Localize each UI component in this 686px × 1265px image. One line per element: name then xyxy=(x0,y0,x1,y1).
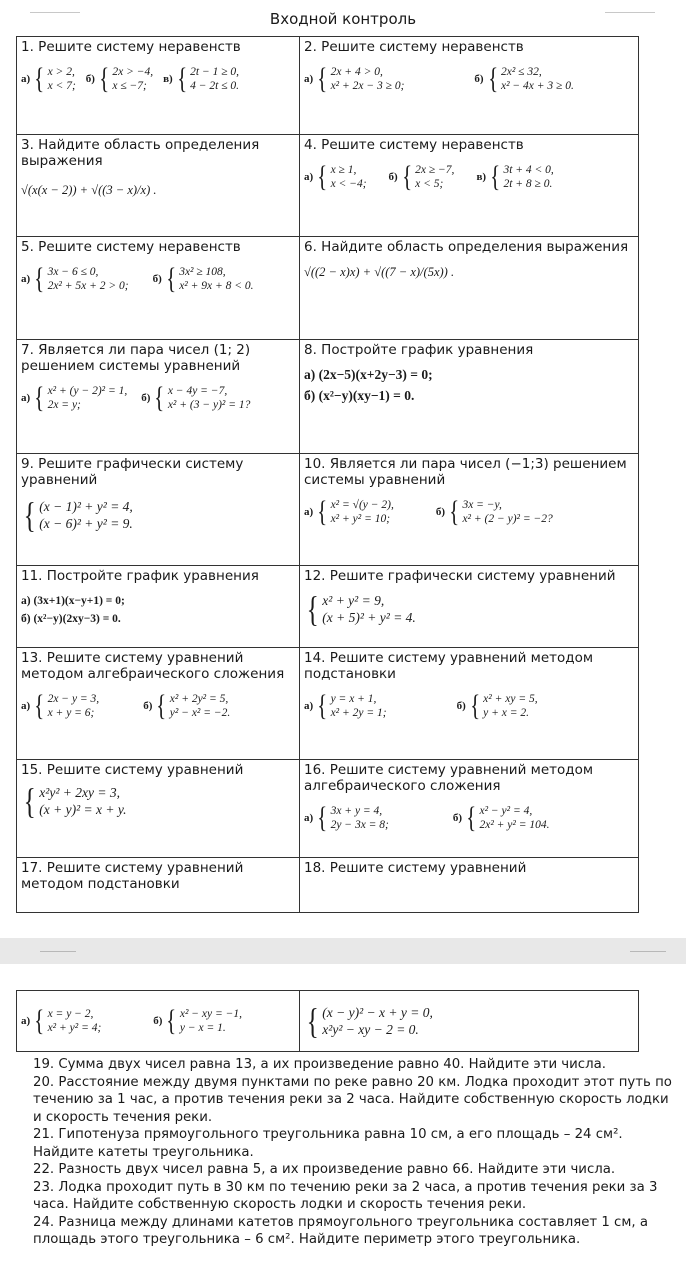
equation-line: 3x − 6 ≤ 0, xyxy=(47,266,99,278)
equation-system xyxy=(21,262,129,295)
equation-line: y² − x² = −2. xyxy=(169,707,231,719)
equation-line: (x + y)² = x + y. xyxy=(39,802,127,817)
equation-line: 2x − y = 3, xyxy=(47,693,100,705)
equation-line: x > 2, xyxy=(47,66,75,78)
equation-system xyxy=(153,1004,243,1037)
expression: √(x(x − 2)) + √((3 − x)/x) . xyxy=(21,183,157,197)
equation-line: x < 7; xyxy=(47,80,76,92)
item-label: в) xyxy=(476,171,487,183)
equation: б) (x²−y)(2xy−3) = 0. xyxy=(21,613,121,625)
equation-system xyxy=(452,801,550,834)
brace: { xyxy=(317,160,328,193)
brace: { xyxy=(306,589,319,629)
item-label: а) xyxy=(21,392,31,404)
brace: { xyxy=(166,1004,177,1037)
brace: { xyxy=(99,62,110,95)
equation-line: 2x ≥ −7, xyxy=(415,164,455,176)
equation-line: y = x + 1, xyxy=(330,693,377,705)
brace: { xyxy=(401,160,412,193)
brace: { xyxy=(469,689,481,722)
item-label: а) xyxy=(304,506,314,518)
item-label: а) xyxy=(21,700,31,712)
equation-line: x = y − 2, xyxy=(47,1008,94,1020)
equation-line: 2x² + y² = 104. xyxy=(479,819,550,831)
equation-line: x² + 2y = 1; xyxy=(330,707,387,719)
equation-line: (x + 5)² + y² = 4. xyxy=(322,610,416,625)
task-17: 17. Решите систему уравнений методом подстановки xyxy=(17,858,300,913)
problem-23: 23. Лодка проходит путь в 30 км по течению реки за 2 часа, а против течения реки за 3 часа. Найдите собственную скорость лодки и скорость течения реки. xyxy=(33,1179,658,1212)
equation-line: x² − 4x + 3 ≥ 0. xyxy=(500,80,574,92)
brace: { xyxy=(23,781,36,821)
task-7: 7. Является ли пара чисел (1; 2) решением системы уравнений а) { x² + (y − 2)² = 1, 2x = y; б) { x − 4y = −7, x² + (3 − y)² = 1? xyxy=(17,340,300,454)
equation: а) (3x+1)(x−y+1) = 0; xyxy=(21,595,125,607)
item-label: а) xyxy=(21,273,31,285)
brace: { xyxy=(490,160,501,193)
equation-line: x² − y² = 4, xyxy=(479,805,533,817)
brace: { xyxy=(317,495,328,528)
equation: б) (x²−y)(xy−1) = 0. xyxy=(304,388,415,403)
equation-line: x² + (y − 2)² = 1, xyxy=(47,385,128,397)
equation-system xyxy=(388,160,455,193)
task-6: 6. Найдите область определения выражения √((2 − x)x) + √((7 − x)/(5x)) . xyxy=(300,237,639,340)
equation-line: x² + y² = 4; xyxy=(47,1022,102,1034)
brace: { xyxy=(154,381,165,414)
equation-line: x² + y² = 9, xyxy=(322,593,385,608)
task-10: 10. Является ли пара чисел (−1;3) решением системы уравнений а) { x² = √(y − 2), x² + y² = 10; б) { 3x = −y, x² + (2 − y)² = −2? xyxy=(300,454,639,566)
task-16: 16. Решите систему уравнений методом алгебраического сложения а) { 3x + y = 4, 2y − 3x = 8; б) { x² − y² = 4, 2x² + y² = 104. xyxy=(300,760,639,858)
item-label: а) xyxy=(304,812,314,824)
continuation-grid xyxy=(16,990,639,1052)
equation-line: x² + y² = 10; xyxy=(330,513,391,525)
equation-system xyxy=(474,62,574,95)
page-break-rule-right xyxy=(630,951,666,952)
equation-line: 4 − 2t ≤ 0. xyxy=(190,80,240,92)
equation-system xyxy=(85,62,154,95)
item-label: а) xyxy=(304,73,314,85)
task-18: 18. Решите систему уравнений xyxy=(300,858,639,913)
equation-line: (x − 6)² + y² = 9. xyxy=(39,516,133,531)
equation-line: 3t + 4 < 0, xyxy=(503,164,554,176)
equation-line: x² + 2x − 3 ≥ 0; xyxy=(330,80,405,92)
word-problems xyxy=(33,1056,673,1249)
brace: { xyxy=(156,689,167,722)
brace: { xyxy=(176,62,187,95)
item-label: а) xyxy=(304,171,314,183)
task-14: 14. Решите систему уравнений методом подстановки а) { y = x + 1, x² + 2y = 1; б) { x² + xy = 5, y + x = 2. xyxy=(300,648,639,760)
item-label: б) xyxy=(474,73,484,85)
task-2: 2. Решите систему неравенств а) { 2x + 4 > 0, x² + 2x − 3 ≥ 0; б) { 2x² ≤ 32, x² − 4x + 3 ≥ 0. xyxy=(300,37,639,135)
equation-line: x² + (2 − y)² = −2? xyxy=(462,513,553,525)
equation-line: x² − xy = −1, xyxy=(179,1008,243,1020)
problem-22: 22. Разность двух чисел равна 5, а их произведение равно 66. Найдите эти числа. xyxy=(33,1162,616,1177)
brace: { xyxy=(487,62,498,95)
item-label: б) xyxy=(452,812,463,824)
task-grid xyxy=(16,36,639,913)
equation-system xyxy=(304,160,367,193)
item-label: б) xyxy=(152,273,162,285)
equation-line: 3x + y = 4, xyxy=(330,805,383,817)
equation-line: x < −4; xyxy=(330,178,367,190)
task-15: 15. Решите систему уравнений { x²y² + 2xy = 3, (x + y)² = x + y. xyxy=(17,760,300,858)
brace: { xyxy=(34,381,45,414)
equation-line: 2x² ≤ 32, xyxy=(500,66,542,78)
equation: а) (2x−5)(x+2y−3) = 0; xyxy=(304,367,433,382)
equation-system xyxy=(435,495,553,528)
problem-21: 21. Гипотенуза прямоугольного треугольника равна 10 см, а его площадь – 24 см². Найдите катеты треугольника. xyxy=(33,1127,623,1160)
item-label: а) xyxy=(21,73,31,85)
problem-20: 20. Расстояние между двумя пунктами по реке равно 20 км. Лодка проходит этот путь по течению за 1 час, а против течения реки за 2 часа. Найдите собственную скорость лодки и скорость течения реки. xyxy=(33,1074,672,1125)
task-9: 9. Решите графически систему уравнений { (x − 1)² + y² = 4, (x − 6)² + y² = 9. xyxy=(17,454,300,566)
equation-line: x² = √(y − 2), xyxy=(330,499,394,511)
brace: { xyxy=(449,495,460,528)
page-break xyxy=(0,938,686,964)
equation-line: x² + xy = 5, xyxy=(483,693,538,705)
equation-line: x < 5; xyxy=(415,178,444,190)
equation-line: (x − y)² − x + y = 0, xyxy=(322,1005,433,1020)
equation-line: 2x = y; xyxy=(47,399,81,411)
equation-line: 2x + 4 > 0, xyxy=(330,66,383,78)
item-label: б) xyxy=(143,700,153,712)
brace: { xyxy=(466,801,477,834)
equation-line: x² + 2y² = 5, xyxy=(169,693,229,705)
equation-system xyxy=(21,495,133,535)
equation-system xyxy=(304,1001,433,1041)
brace: { xyxy=(317,689,328,722)
brace: { xyxy=(34,1004,45,1037)
task-12: 12. Решите графически систему уравнений { x² + y² = 9, (x + 5)² + y² = 4. xyxy=(300,566,639,648)
equation-line: y + x = 2. xyxy=(483,707,530,719)
equation-line: x − 4y = −7, xyxy=(167,385,228,397)
brace: { xyxy=(306,1001,319,1041)
item-label: б) xyxy=(388,171,398,183)
equation-system xyxy=(163,62,240,95)
page-break-rule-left xyxy=(40,951,76,952)
equation-line: 3x² ≥ 108, xyxy=(179,266,226,278)
item-label: в) xyxy=(163,73,173,85)
task-8: 8. Постройте график уравнения а) (2x−5)(x+2y−3) = 0; б) (x²−y)(xy−1) = 0. xyxy=(300,340,639,454)
item-label: а) xyxy=(304,700,314,712)
task-17-continued xyxy=(17,991,300,1052)
equation-line: x ≥ 1, xyxy=(330,164,357,176)
item-label: б) xyxy=(141,392,151,404)
equation-system xyxy=(304,801,389,834)
item-label: б) xyxy=(85,73,95,85)
equation-system xyxy=(21,62,76,95)
equation-system xyxy=(304,589,416,629)
item-label: б) xyxy=(456,700,466,712)
brace: { xyxy=(317,62,328,95)
task-5: 5. Решите систему неравенств а) { 3x − 6 ≤ 0, 2x² + 5x + 2 > 0; б) { 3x² ≥ 108, x² + 9x + 8 < 0. xyxy=(17,237,300,340)
task-3: 3. Найдите область определения выражения √(x(x − 2)) + √((3 − x)/x) . xyxy=(17,135,300,237)
brace: { xyxy=(34,689,45,722)
equation-line: y − x = 1. xyxy=(179,1022,226,1034)
equation-system xyxy=(21,689,100,722)
brace: { xyxy=(165,262,177,295)
equation-line: 3x = −y, xyxy=(462,499,502,511)
task-13: 13. Решите систему уравнений методом алгебраического сложения а) { 2x − y = 3, x + y = 6; б) { x² + 2y² = 5, y² − x² = −2. xyxy=(17,648,300,760)
problem-19: 19. Сумма двух чисел равна 13, а их произведение равно 40. Найдите эти числа. xyxy=(33,1057,606,1072)
equation-system xyxy=(304,62,405,95)
task-4: 4. Решите систему неравенств а) { x ≥ 1, x < −4; б) { 2x ≥ −7, x < 5; в) { 3t + 4 < 0, 2t + 8 ≥ 0. xyxy=(300,135,639,237)
equation-system xyxy=(143,689,231,722)
equation-line: x + y = 6; xyxy=(47,707,95,719)
item-label: б) xyxy=(435,506,446,518)
equation-line: x²y² − xy − 2 = 0. xyxy=(322,1022,419,1037)
equation-line: x² + (3 − y)² = 1? xyxy=(167,399,251,411)
equation-system xyxy=(152,262,254,295)
equation-line: 2t + 8 ≥ 0. xyxy=(503,178,553,190)
item-label: а) xyxy=(21,1015,31,1027)
equation-line: x ≤ −7; xyxy=(112,80,147,92)
equation-system xyxy=(141,381,251,414)
problem-24: 24. Разница между длинами катетов прямоугольного треугольника составляет 1 см, а площадь этого треугольника – 6 см². Найдите периметр этого треугольника. xyxy=(33,1214,648,1247)
equation-line: x² + 9x + 8 < 0. xyxy=(179,280,254,292)
expression: √((2 − x)x) + √((7 − x)/(5x)) . xyxy=(304,265,455,279)
brace: { xyxy=(34,62,45,95)
brace: { xyxy=(317,801,328,834)
task-11: 11. Постройте график уравнения а) (3x+1)(x−y+1) = 0; б) (x²−y)(2xy−3) = 0. xyxy=(17,566,300,648)
equation-system xyxy=(21,781,127,821)
brace: { xyxy=(23,495,36,535)
equation-system xyxy=(21,1004,102,1037)
equation-line: (x − 1)² + y² = 4, xyxy=(39,499,133,514)
equation-line: 2x > −4, xyxy=(112,66,154,78)
equation-system xyxy=(21,381,128,414)
equation-system xyxy=(304,495,394,528)
equation-line: 2t − 1 ≥ 0, xyxy=(190,66,240,78)
task-18-continued xyxy=(300,991,639,1052)
item-label: б) xyxy=(153,1015,163,1027)
equation-system xyxy=(304,689,387,722)
equation-system xyxy=(456,689,538,722)
task-1: 1. Решите систему неравенств а) { x > 2, x < 7; б) { 2x > −4, x ≤ −7; в) { 2t − 1 ≥ 0, 4 − 2t ≤ 0. xyxy=(17,37,300,135)
brace: { xyxy=(34,262,45,295)
equation-line: 2x² + 5x + 2 > 0; xyxy=(47,280,129,292)
page-title: Входной контроль xyxy=(269,10,417,28)
equation-system xyxy=(476,160,554,193)
equation-line: x²y² + 2xy = 3, xyxy=(39,785,120,800)
equation-line: 2y − 3x = 8; xyxy=(330,819,389,831)
